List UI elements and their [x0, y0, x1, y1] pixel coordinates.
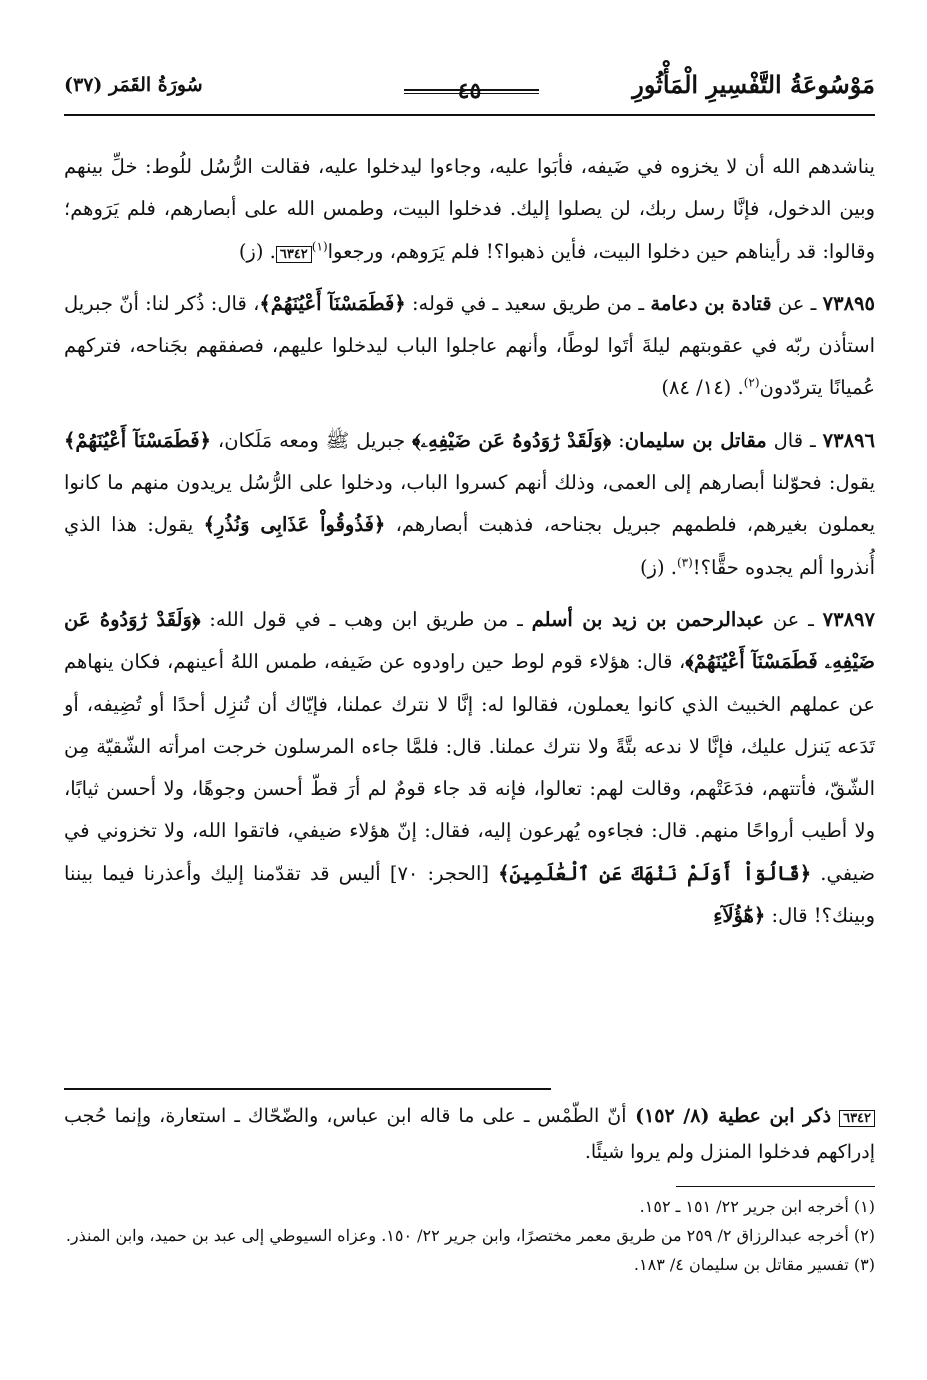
footnote-1: (١) أخرجه ابن جرير ٢٢/ ١٥١ ـ ١٥٢. — [639, 1197, 875, 1216]
footnote-ref: (٢) — [743, 375, 760, 390]
footnotes — [64, 1192, 875, 1279]
entry-number: ٧٣٨٩٧ — [822, 607, 875, 631]
quran-verse: ﴿فَذُوقُواْ عَذَابِى وَنُذُرِ﴾ — [203, 513, 386, 537]
comment-separator — [64, 1088, 551, 1090]
narrator-name: مقاتل بن سليمان — [624, 428, 767, 452]
entry-number: ٧٣٨٩٥ — [822, 291, 876, 315]
entry-73897: ٧٣٨٩٧ ـ عن عبدالرحمن بن زيد بن أسلم ـ من طريق ابن وهب ـ في قول الله: ﴿وَلَقَدْ رَٰوَدُوهُ عَن ضَيْفِهِۦ فَطَمَسْنَآ أَعْيُنَهُمْ﴾، قال: هؤلاء قوم لوط حين راودوه عن ضَيفه، طمس اللهُ أعينهم، فكان ينهاهم عن عملهم الخبيث الذي كانوا يعملون، فقالوا له: إنَّا لا نترك عملنا، فإيّاك أن تُنزِل أحدًا أو تُضِيفه، أو تَدَعه يَنزل عليك، فإنَّا لا ندعه بتَّةً ولا نترك عملنا. قال: فلمَّا جاءه المرسلون خرجت امرأته الشّقيّة مِن الشّقّ، فأتتهم، فدَعَتْهم، وقالت لهم: تعالوا، فإنه قد جاء قومٌ لم أرَ قطّ أحسن وجوهًا، ولا أحسن ثيابًا، ولا أطيب أرواحًا منهم. قال: فجاءوه يُهرعون إليه، فقال: إنّ هؤلاء ضيفي، فاتقوا الله، ولا تخزوني في ضيفي. ﴿قَالُوٓاْ أَوَلَمْ نَنْهَكَ عَنِ ٱلْعَٰلَمِينَ﴾ [الحجر: ٧٠] أليس قد تقدّمنا إليك وأعذرنا فيما بيننا وبينك؟! قال: ﴿هَٰٓؤُلَآءِ — [64, 607, 876, 928]
narrator-name: قتادة بن دعامة — [650, 291, 772, 315]
entry-number: ٧٣٨٩٦ — [822, 428, 875, 452]
entry-73896: ٧٣٨٩٦ ـ قال مقاتل بن سليمان: ﴿وَلَقَدْ رَٰوَدُوهُ عَن ضَيْفِهِۦ﴾ جبريل ﷺ ومعه مَلَكان، ﴿فَطَمَسْنَآ أَعْيُنَهُمْ﴾ يقول: فحوّلنا أبصارهم إلى العمى، وذلك أنهم كسروا الباب، ودخلوا على الرُّسُل يريدون منهم ما كانوا يعملون بغيرهم، فلطمهم جبريل بجناحه، فذهبت أبصارهم، ﴿فَذُوقُواْ عَذَابِى وَنُذُرِ﴾ يقول: هذا الذي أُنذروا ألم يجدوه حقًّا؟!$^{(٣)}$. (ز) — [64, 428, 876, 579]
footnote-2: (٢) أخرجه عبدالرزاق ٢/ ٢٥٩ من طريق معمر مختصرًا، وابن جرير ٢٢/ ١٥٠. وعزاه السيوطي إلى عبد بن حميد، وابن المنذر. — [65, 1226, 875, 1245]
narrator-name: عبدالرحمن بن زيد بن أسلم — [531, 607, 765, 631]
footnote-ref: (١) — [311, 239, 328, 254]
running-header — [64, 70, 875, 114]
entry-73895: ٧٣٨٩٥ ـ عن قتادة بن دعامة ـ من طريق سعيد ـ في قوله: ﴿فَطَمَسْنَآ أَعْيُنَهُمْ﴾، قال: ذُكر لنا: أنّ جبريل استأذن ربّه في عقوبتهم ليلةَ أتَوا لوطًا، وأنهم عاجلوا الباب ليدخلوا عليهم، فصفقهم بجَناحه، فتركهم عُميانًا يتردّدون$^{(٢)}$. (١٤/ ٨٤) — [64, 291, 876, 400]
book-title: مَوْسُوعَةُ التَّفْسِيرِ الْمَأْثُورِ — [632, 70, 875, 99]
quran-verse: ﴿قَالُوٓاْ أَوَلَمْ نَنْهَكَ عَنِ ٱلْعَٰلَمِينَ﴾ — [498, 861, 812, 885]
footnote-3: (٣) تفسير مقاتل بن سليمان ٤/ ١٨٣. — [633, 1255, 875, 1274]
comment-number-box: ٦٣٤٢ — [839, 1110, 875, 1127]
main-text — [64, 146, 875, 937]
footnote-separator — [676, 1186, 875, 1187]
comment-author: ذكر ابن عطية — [718, 1105, 832, 1127]
quran-verse: ﴿هَٰٓؤُلَآءِ — [713, 904, 766, 928]
footnote-ref: (٣) — [676, 555, 693, 570]
quran-verse: ﴿فَطَمَسْنَآ أَعْيُنَهُمْ﴾ — [64, 428, 211, 452]
comment-number-box: ٦٣٤٢ — [276, 246, 312, 263]
page-number: ٤٥ — [457, 78, 482, 104]
quran-verse: ﴿وَلَقَدْ رَٰوَدُوهُ عَن ضَيْفِهِۦ فَطَمَسْنَآ أَعْيُنَهُمْ﴾ — [64, 607, 875, 674]
quran-verse: ﴿وَلَقَدْ رَٰوَدُوهُ عَن ضَيْفِهِۦ﴾ — [412, 428, 612, 452]
editor-comment: ٦٣٤٢ ذكر ابن عطية (٨/ ١٥٢) أنّ الطّمْس ـ على ما قاله ابن عباس، والضّحّاك ـ استعارة، وإنما حُجب إدراكهم فدخلوا المنزل ولم يروا شيئًا. — [64, 1105, 875, 1163]
paragraph-continuation: يناشدهم الله أن لا يخزوه في ضَيفه، فأبَوا عليه، وجاءوا ليدخلوا عليه، فقالت الرُّسُل للُوط: خلِّ بينهم وبين الدخول، فإنَّا رسل ربك، لن يصلوا إليك. فدخلوا البيت، وطمس الله على أبصارهم، فلم يَرَوهم؛ وقالوا: قد رأيناهم حين دخلوا البيت، فأين ذهبوا؟! فلم يَرَوهم، ورجعوا$^{(١)}$٦٣٤٢. (ز) — [64, 155, 875, 263]
surah-label: سُورَةُ القَمَر (٣٧) — [64, 74, 203, 96]
header-ornament-left — [404, 89, 474, 94]
quran-verse: ﴿فَطَمَسْنَآ أَعْيُنَهُمْ﴾ — [259, 291, 406, 315]
header-rule — [64, 114, 875, 116]
verse-reference: [الحجر: ٧٠] — [380, 861, 499, 885]
